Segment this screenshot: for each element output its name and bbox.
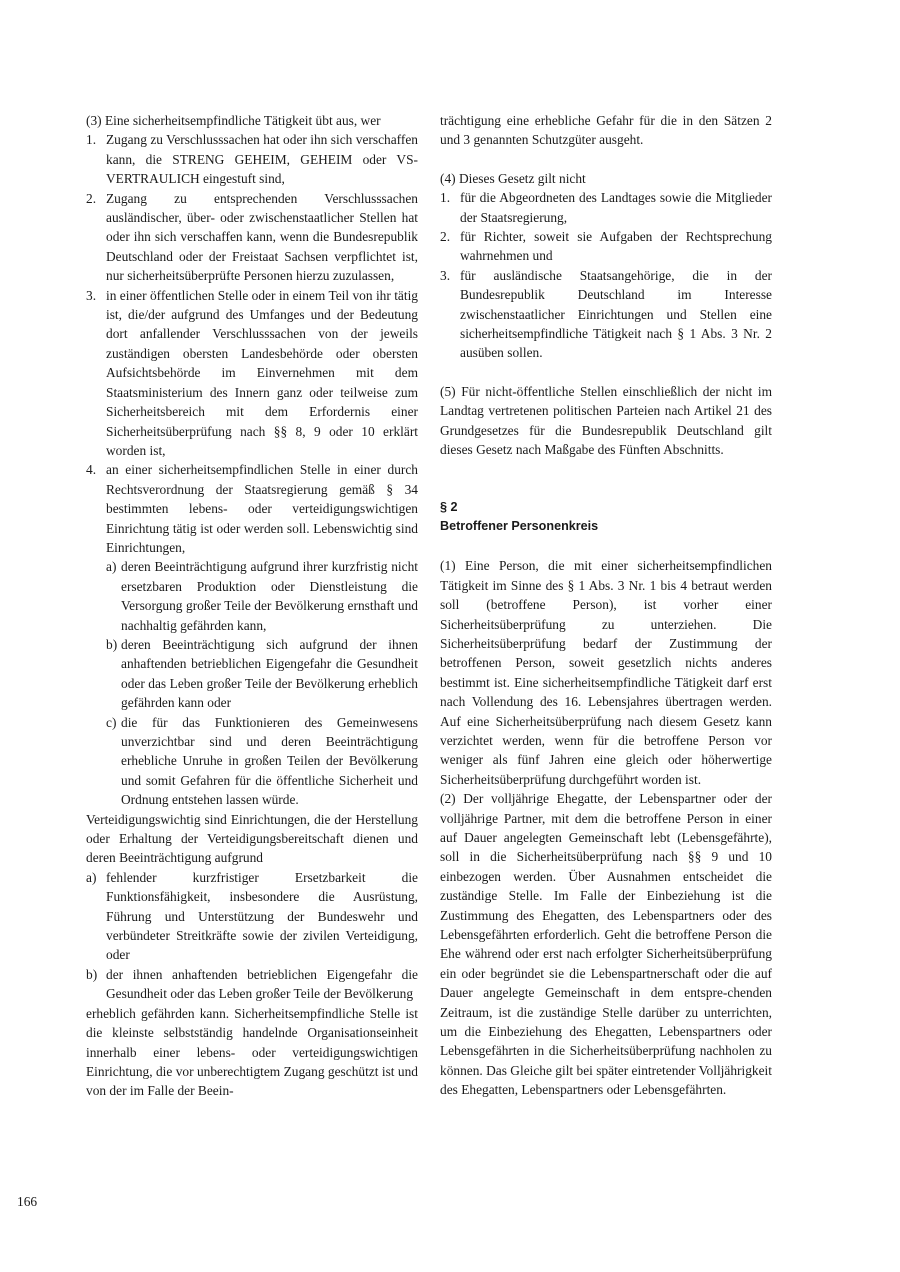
sub-list-item-text: deren Beeinträchtigung aufgrund ihrer kurzfristig nicht ersetzbaren Produktion oder Dienstleistung die Versorgung großer Teile der Bevölkerung ernsthaft und nachhaltig gefährden kann, — [121, 559, 418, 633]
paragraph-5: (5) Für nicht-öffentliche Stellen einschließlich der nicht im Landtag vertretenen politischen Parteien nach Artikel 21 des Grundgesetzes für die Bundesrepublik Deutschland gilt dieses Gesetz nach Maßgabe des Fünften Abschnitts. — [440, 383, 772, 458]
sub-list-item-letter: c) — [106, 714, 117, 730]
sub-list-item-letter: b) — [106, 636, 118, 652]
left-column — [86, 111, 418, 1101]
list-item-number: 3. — [440, 267, 451, 283]
page-number: 166 — [17, 1194, 38, 1209]
sub-list-item — [106, 557, 418, 635]
list-item-letter: a) — [86, 869, 97, 885]
list-item-number: 3. — [86, 287, 97, 303]
list-item-letter: b) — [86, 966, 98, 982]
list-item-text: fehlender kurzfristiger Ersetzbarkeit die Funktionsfähigkeit, insbesondere die Ausrüstung, Führung und Unterstützung der Bundeswehr und verbündeter Streitkräfte sowie der zivilen Verteidigung, oder — [106, 869, 418, 963]
paragraph-3-list — [86, 130, 418, 809]
list-item-text: Zugang zu Verschlusssachen hat oder ihn sich verschaffen kann, die STRENG GEHEIM, GEHEIM oder VS-VERTRAULICH eingestuft sind, — [106, 132, 418, 187]
list-item-text: für Richter, soweit sie Aufgaben der Rechtsprechung wahrnehmen und — [460, 229, 772, 264]
list-item — [86, 965, 418, 1004]
paragraph-4-intro: (4) Dieses Gesetz gilt nicht — [440, 170, 586, 186]
list-item — [86, 460, 418, 809]
closing-paragraph: erheblich gefährden kann. Sicherheitsempfindliche Stelle ist die kleinste selbstständig handelnde Organisationseinheit innerhalb einer lebens- oder verteidigungswichtigen Einrichtung, die vor unberechtigtem Zugang geschützt ist und von der im Falle der Beein- — [86, 1005, 418, 1099]
paragraph-3-intro: (3) Eine sicherheitsempfindliche Tätigkeit übt aus, wer — [86, 113, 381, 128]
sub-list-item-text: die für das Funktionieren des Gemeinwesens unverzichtbar sind und deren Beeinträchtigung erhebliche Unruhe in großen Teilen der Bevölkerung und somit Gefahren für die öffentliche Sicherheit und Ordnung entstehen lassen würde. — [121, 714, 418, 808]
vital-facilities-list — [106, 557, 418, 809]
defense-facilities-list — [86, 868, 418, 1004]
list-item-text: in einer öffentlichen Stelle oder in einem Teil von ihr tätig ist, die/der aufgrund des Umfanges und der Bedeutung dort anfallender Verschlusssachen von der jeweils zuständigen obersten Landesbehörde oder obersten Aufsichtsbehörde im Einvernehmen mit dem Staatsministerium des Innern ganz oder teilweise zum Sicherheitsbereich mit dem Erfordernis einer Sicherheitsüberprüfung nach §§ 8, 9 oder 10 erklärt worden ist, — [106, 287, 418, 458]
continuation-paragraph: trächtigung eine erhebliche Gefahr für die in den Sätzen 2 und 3 genannten Schutzgüter ausgeht. — [440, 113, 772, 148]
section-2-paragraph-2: (2) Der volljährige Ehegatte, der Lebenspartner oder der volljährige Partner, mit dem die betroffene Person in einer auf Dauer angelegten Gemeinschaft lebt (Lebensgefährte), soll in die Sicherheitsüberprüfung nach §§ 9 und 10 einbezogen werden. Über Ausnahmen entscheidet die zuständige Stelle. Im Falle der Einbeziehung ist die Zustimmung des Ehegatten, des Lebenspartners oder des Lebensgefährten erforderlich. Geht die betroffene Person die Ehe während oder erst nach erfolgter Sicherheitsüberprüfung ein oder begründet sie die Lebenspartnerschaft oder die auf Dauer angelegte Gemeinschaft in dem entspre-chenden Zeitraum, ist die zuständige Stelle darüber zu unterrichten, um die Einbeziehung des Ehegatten, Lebenspartners oder Lebensgefährten in die Sicherheitsüberprüfung nachholen zu können. Das Gleiche gilt bei später eintretender Volljährigkeit des Ehegatten, Lebenspartners oder Lebensgefährten. — [440, 791, 772, 1098]
defense-facilities-intro: Verteidigungswichtig sind Einrichtungen, die der Herstellung oder Erhaltung der Verteidigungsbereitschaft dienen und deren Beeinträchtigung aufgrund — [86, 811, 418, 866]
list-item-number: 1. — [86, 132, 97, 148]
right-column — [440, 111, 772, 1100]
section-2-paragraph-1: (1) Eine Person, die mit einer sicherheitsempfindlichen Tätigkeit im Sinne des § 1 Abs. 3 Nr. 1 bis 4 betraut werden soll (betroffene Person), ist vorher einer Sicherheitsüberprüfung zu unterziehen. Die Sicherheitsüberprüfung bedarf der Zustimmung der betroffenen Person, soweit gesetzlich nichts anderes bestimmt ist. Eine sicherheitsempfindliche Tätigkeit darf erst nach Vollendung des 16. Lebensjahres übertragen werden. Auf eine Sicherheitsüberprüfung nach diesem Gesetz kann verzichtet werden, wenn für die betroffene Person vor weniger als fünf Jahren eine gleich oder höherwertige Sicherheitsüberprüfung durchgeführt worden ist. — [440, 558, 772, 787]
list-item-number: 4. — [86, 462, 97, 478]
list-item-text: der ihnen anhaftenden betrieblichen Eigengefahr die Gesundheit oder das Leben großer Teile der Bevölkerung — [106, 966, 418, 1002]
sub-list-item — [106, 635, 418, 713]
section-number: § 2 — [440, 499, 458, 514]
list-item — [86, 868, 418, 965]
list-item-text: an einer sicherheitsempfindlichen Stelle in einer durch Rechtsverordnung der Staatsregierung gemäß § 34 bestimmten lebens- oder verteidigungswichtigen Einrichtung tätig ist oder werden soll. Lebenswichtig sind Einrichtungen, — [106, 462, 418, 555]
section-title: Betroffener Personenkreis — [440, 518, 599, 533]
list-item-text: für die Abgeordneten des Landtages sowie die Mitglieder der Staatsregierung, — [460, 190, 772, 225]
list-item-number: 2. — [440, 229, 451, 245]
list-item-text: für ausländische Staatsangehörige, die in der Bundesrepublik Deutschland im Interesse zwischenstaatlicher Einrichtungen und Stellen eine sicherheitsempfindliche Tätigkeit nach § 1 Abs. 3 Nr. 2 ausüben sollen. — [460, 267, 772, 361]
list-item-text: Zugang zu entsprechenden Verschlusssachen ausländischer, über- oder zwischenstaatlicher Stellen hat oder ihn sich verschaffen kann, wenn die Bundesrepublik Deutschland oder der Freistaat Sachsen verpflichtet ist, nur sicherheitsüberprüfte Personen hierzu zuzulassen, — [106, 190, 418, 284]
list-item — [86, 189, 418, 286]
list-item — [440, 266, 772, 363]
list-item — [440, 227, 772, 266]
paragraph-4-list — [440, 188, 772, 363]
list-item — [440, 188, 772, 227]
list-item-number: 2. — [86, 190, 97, 206]
list-item — [86, 286, 418, 461]
sub-list-item-text: deren Beeinträchtigung sich aufgrund der ihnen anhaftenden betrieblichen Eigengefahr die Gesundheit oder das Leben großer Teile der Bevölkerung erheblich gefährden kann oder — [121, 636, 418, 711]
list-item — [86, 130, 418, 188]
sub-list-item-letter: a) — [106, 559, 117, 575]
list-item-number: 1. — [440, 190, 451, 206]
sub-list-item — [106, 713, 418, 810]
